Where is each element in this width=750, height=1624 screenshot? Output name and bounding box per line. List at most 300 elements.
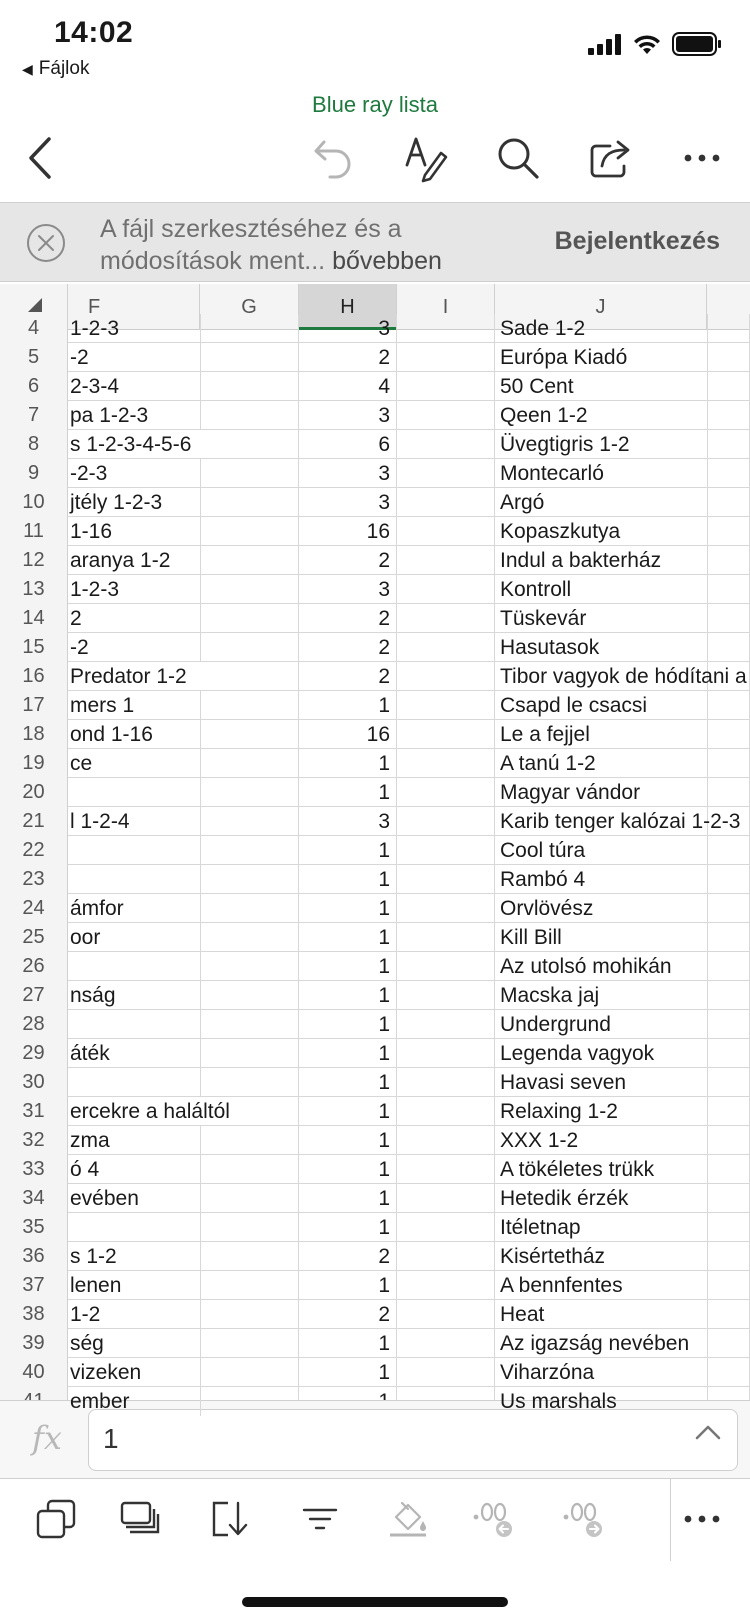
- cell-h[interactable]: 3: [299, 488, 397, 517]
- gridline: [200, 488, 201, 517]
- cell-f[interactable]: 1-2-3: [70, 317, 120, 340]
- cell-g[interactable]: [200, 1068, 299, 1097]
- cell-f[interactable]: aranya 1-2: [70, 549, 171, 572]
- cell-h[interactable]: 1: [299, 981, 397, 1010]
- cell-h[interactable]: 1: [299, 836, 397, 865]
- cell-i[interactable]: [397, 604, 495, 633]
- cell-k[interactable]: [707, 1300, 750, 1329]
- back-button[interactable]: [10, 128, 70, 188]
- cell-k[interactable]: [707, 314, 750, 343]
- row-number[interactable]: 7: [0, 401, 68, 430]
- cell-k[interactable]: [707, 1213, 750, 1242]
- cell-i[interactable]: [397, 1039, 495, 1068]
- cell-g[interactable]: [200, 1126, 299, 1155]
- cell-j[interactable]: Itéletnap: [500, 1216, 581, 1239]
- cell-f[interactable]: ercekre a haláltól: [70, 1100, 230, 1123]
- cell-i[interactable]: [397, 459, 495, 488]
- row-number[interactable]: 13: [0, 575, 68, 604]
- format-text-button[interactable]: [396, 128, 456, 188]
- column-header-i[interactable]: I: [397, 284, 495, 330]
- cell-i[interactable]: [397, 546, 495, 575]
- copy-cells-button[interactable]: [110, 1491, 170, 1547]
- cell-h[interactable]: 1: [299, 778, 397, 807]
- undo-button[interactable]: [304, 128, 364, 188]
- cell-k[interactable]: [707, 778, 750, 807]
- cell-g[interactable]: [200, 894, 299, 923]
- row-number[interactable]: 27: [0, 981, 68, 1010]
- cell-h[interactable]: 1: [299, 749, 397, 778]
- cell-g[interactable]: [200, 1213, 299, 1242]
- cell-k[interactable]: [707, 604, 750, 633]
- cell-i[interactable]: [397, 691, 495, 720]
- cell-i[interactable]: [397, 488, 495, 517]
- cell-g[interactable]: [200, 546, 299, 575]
- bottom-more-button[interactable]: [672, 1491, 732, 1547]
- row-number[interactable]: 30: [0, 1068, 68, 1097]
- row-number[interactable]: 21: [0, 807, 68, 836]
- cell-f[interactable]: 1-2: [70, 1303, 101, 1326]
- cell-j[interactable]: Kopaszkutya: [500, 520, 621, 543]
- cell-g[interactable]: [200, 1329, 299, 1358]
- row-number[interactable]: 5: [0, 343, 68, 372]
- cell-i[interactable]: [397, 778, 495, 807]
- cell-j[interactable]: Le a fejjel: [500, 723, 590, 746]
- cell-i[interactable]: [397, 1184, 495, 1213]
- row-number[interactable]: 20: [0, 778, 68, 807]
- cell-f[interactable]: 1-2-3: [70, 578, 120, 601]
- cell-h[interactable]: 2: [299, 546, 397, 575]
- sort-button[interactable]: [200, 1491, 260, 1547]
- cell-i[interactable]: [397, 1155, 495, 1184]
- row-number[interactable]: 36: [0, 1242, 68, 1271]
- cell-i[interactable]: [397, 865, 495, 894]
- cell-k[interactable]: [707, 1010, 750, 1039]
- cell-k[interactable]: [707, 1155, 750, 1184]
- cell-g[interactable]: [200, 720, 299, 749]
- gridline: [200, 343, 201, 372]
- cell-i[interactable]: [397, 1126, 495, 1155]
- cell-i[interactable]: [397, 314, 495, 343]
- cell-g[interactable]: [200, 1242, 299, 1271]
- cell-h[interactable]: 16: [299, 720, 397, 749]
- cell-i[interactable]: [397, 836, 495, 865]
- cell-h[interactable]: 3: [299, 807, 397, 836]
- row-number[interactable]: 9: [0, 459, 68, 488]
- gridline: [200, 1387, 201, 1416]
- cell-f[interactable]: ember: [70, 1390, 130, 1413]
- cell-f[interactable]: -2: [70, 636, 89, 659]
- cell-j[interactable]: Relaxing 1-2: [500, 1100, 618, 1123]
- cell-f[interactable]: zma: [70, 1129, 110, 1152]
- cell-f[interactable]: áték: [70, 1042, 110, 1065]
- cell-k[interactable]: [707, 488, 750, 517]
- cell-j[interactable]: Rambó 4: [500, 868, 586, 891]
- cell-k[interactable]: [707, 459, 750, 488]
- cell-f[interactable]: s 1-2-3-4-5-6: [70, 433, 192, 456]
- spreadsheet-grid[interactable]: [0, 284, 750, 1413]
- cell-i[interactable]: [397, 372, 495, 401]
- cell-j[interactable]: Az utolsó mohikán: [500, 955, 672, 978]
- row-number[interactable]: 23: [0, 865, 68, 894]
- cell-f[interactable]: vizeken: [70, 1361, 142, 1384]
- cell-i[interactable]: [397, 1358, 495, 1387]
- cell-g[interactable]: [200, 314, 299, 343]
- cell-k[interactable]: [707, 691, 750, 720]
- more-dots-icon: [684, 1514, 720, 1524]
- cell-j[interactable]: Tüskevár: [500, 607, 587, 630]
- cell-j[interactable]: Heat: [500, 1303, 545, 1326]
- cell-h[interactable]: 1: [299, 1184, 397, 1213]
- filter-button[interactable]: [290, 1491, 350, 1547]
- cell-j[interactable]: Cool túra: [500, 839, 586, 862]
- cell-f[interactable]: nság: [70, 984, 116, 1007]
- cell-j[interactable]: Qeen 1-2: [500, 404, 588, 427]
- cell-h[interactable]: 1: [299, 952, 397, 981]
- cell-j[interactable]: A tökéletes trükk: [500, 1158, 655, 1181]
- cell-i[interactable]: [397, 1068, 495, 1097]
- cell-j[interactable]: Hasutasok: [500, 636, 600, 659]
- table-row: [0, 749, 750, 778]
- cell-g[interactable]: [200, 981, 299, 1010]
- document-title[interactable]: Blue ray lista: [312, 92, 438, 117]
- cell-g[interactable]: [200, 343, 299, 372]
- more-options-button[interactable]: [672, 128, 732, 188]
- cell-f[interactable]: -2: [70, 346, 89, 369]
- cell-k[interactable]: [707, 894, 750, 923]
- row-number[interactable]: 28: [0, 1010, 68, 1039]
- cell-k[interactable]: [707, 343, 750, 372]
- row-number[interactable]: 34: [0, 1184, 68, 1213]
- cell-j[interactable]: Indul a bakterház: [500, 549, 662, 572]
- cell-i[interactable]: [397, 1213, 495, 1242]
- column-header-f[interactable]: F: [68, 284, 200, 330]
- row-number[interactable]: 6: [0, 372, 68, 401]
- cell-k[interactable]: [707, 633, 750, 662]
- gridline: [200, 1068, 201, 1097]
- cell-h[interactable]: 2: [299, 1242, 397, 1271]
- row-number[interactable]: 32: [0, 1126, 68, 1155]
- cell-k[interactable]: [707, 836, 750, 865]
- cell-k[interactable]: [707, 952, 750, 981]
- increase-decimal-button[interactable]: [556, 1491, 616, 1547]
- cell-j[interactable]: Kontroll: [500, 578, 572, 601]
- cell-k[interactable]: [707, 575, 750, 604]
- row-number[interactable]: 35: [0, 1213, 68, 1242]
- cell-f[interactable]: [68, 1213, 200, 1242]
- cell-g[interactable]: [200, 575, 299, 604]
- cell-h[interactable]: 6: [299, 430, 397, 459]
- cell-j[interactable]: Sade 1-2: [500, 317, 586, 340]
- row-number[interactable]: 8: [0, 430, 68, 459]
- cell-g[interactable]: [200, 662, 299, 691]
- cell-f[interactable]: ámfor: [70, 897, 124, 920]
- cell-f[interactable]: -2-3: [70, 462, 108, 485]
- cell-g[interactable]: [200, 749, 299, 778]
- row-number[interactable]: 37: [0, 1271, 68, 1300]
- row-number[interactable]: 40: [0, 1358, 68, 1387]
- cell-g[interactable]: [200, 1300, 299, 1329]
- cell-h[interactable]: 3: [299, 314, 397, 343]
- cell-i[interactable]: [397, 1271, 495, 1300]
- cell-k[interactable]: [707, 1242, 750, 1271]
- cell-i[interactable]: [397, 1242, 495, 1271]
- formula-input[interactable]: 1: [88, 1409, 738, 1471]
- cell-k[interactable]: [707, 1039, 750, 1068]
- cell-g[interactable]: [200, 1039, 299, 1068]
- formula-expand-button[interactable]: [694, 1423, 722, 1446]
- cell-i[interactable]: [397, 749, 495, 778]
- row-number[interactable]: 24: [0, 894, 68, 923]
- row-number[interactable]: 17: [0, 691, 68, 720]
- cell-h[interactable]: 2: [299, 1300, 397, 1329]
- cell-g[interactable]: [200, 691, 299, 720]
- cell-j[interactable]: Az igazság nevében: [500, 1332, 690, 1355]
- share-button[interactable]: [580, 128, 640, 188]
- fill-color-button[interactable]: [378, 1491, 438, 1547]
- cell-h[interactable]: 3: [299, 459, 397, 488]
- cell-h[interactable]: 2: [299, 343, 397, 372]
- cell-k[interactable]: [707, 517, 750, 546]
- row-number[interactable]: 14: [0, 604, 68, 633]
- row-number[interactable]: 31: [0, 1097, 68, 1126]
- cell-j[interactable]: Kisértetház: [500, 1245, 606, 1268]
- cell-i[interactable]: [397, 720, 495, 749]
- row-number[interactable]: 38: [0, 1300, 68, 1329]
- cell-k[interactable]: [707, 401, 750, 430]
- insert-cells-button[interactable]: [26, 1491, 86, 1547]
- row-number[interactable]: 16: [0, 662, 68, 691]
- cell-f[interactable]: Predator 1-2: [70, 665, 187, 688]
- cell-h[interactable]: 1: [299, 1039, 397, 1068]
- cell-h[interactable]: 1: [299, 1213, 397, 1242]
- cell-k[interactable]: [707, 546, 750, 575]
- cell-h[interactable]: 1: [299, 1126, 397, 1155]
- cell-j[interactable]: Tibor vagyok de hódítani a: [500, 665, 747, 688]
- cell-g[interactable]: [200, 517, 299, 546]
- cell-j[interactable]: Üvegtigris 1-2: [500, 433, 630, 456]
- cell-i[interactable]: [397, 633, 495, 662]
- cell-j[interactable]: Hetedik érzék: [500, 1187, 629, 1210]
- cell-k[interactable]: [707, 1358, 750, 1387]
- cell-g[interactable]: [200, 1010, 299, 1039]
- cell-k[interactable]: [707, 1271, 750, 1300]
- decrease-decimal-button[interactable]: [466, 1491, 526, 1547]
- row-number[interactable]: 11: [0, 517, 68, 546]
- cell-f[interactable]: 2-3-4: [70, 375, 120, 398]
- cell-k[interactable]: [707, 430, 750, 459]
- cell-h[interactable]: 1: [299, 1329, 397, 1358]
- cell-f[interactable]: [68, 778, 200, 807]
- cell-g[interactable]: [200, 923, 299, 952]
- banner-more-link[interactable]: bővebben: [332, 247, 442, 275]
- cell-f[interactable]: lenen: [70, 1274, 122, 1297]
- cell-g[interactable]: [200, 1358, 299, 1387]
- gridline: [200, 894, 201, 923]
- cell-g[interactable]: [200, 807, 299, 836]
- cell-h[interactable]: 1: [299, 691, 397, 720]
- cell-f[interactable]: [68, 1010, 200, 1039]
- column-header-h[interactable]: H: [299, 284, 397, 330]
- cell-f[interactable]: [68, 865, 200, 894]
- cell-g[interactable]: [200, 401, 299, 430]
- cell-f[interactable]: 2: [70, 607, 82, 630]
- cell-k[interactable]: [707, 372, 750, 401]
- cell-g[interactable]: [200, 488, 299, 517]
- cell-h[interactable]: 1: [299, 1010, 397, 1039]
- cell-j[interactable]: Magyar vándor: [500, 781, 641, 804]
- home-indicator[interactable]: [242, 1597, 508, 1607]
- cell-j[interactable]: Kill Bill: [500, 926, 562, 949]
- row-number[interactable]: 12: [0, 546, 68, 575]
- cell-j[interactable]: Karib tenger kalózai 1-2-3: [500, 810, 741, 833]
- row-number[interactable]: 39: [0, 1329, 68, 1358]
- cell-k[interactable]: [707, 865, 750, 894]
- gridline: [200, 749, 201, 778]
- cell-f[interactable]: l 1-2-4: [70, 810, 130, 833]
- cell-k[interactable]: [707, 749, 750, 778]
- cell-f[interactable]: [68, 1068, 200, 1097]
- column-header-g[interactable]: G: [200, 284, 299, 330]
- cell-j[interactable]: XXX 1-2: [500, 1129, 579, 1152]
- cell-h[interactable]: 1: [299, 1155, 397, 1184]
- gridline: [200, 1155, 201, 1184]
- cell-h[interactable]: 2: [299, 604, 397, 633]
- cell-i[interactable]: [397, 807, 495, 836]
- cell-h[interactable]: 3: [299, 401, 397, 430]
- cell-j[interactable]: Havasi seven: [500, 1071, 627, 1094]
- cell-i[interactable]: [397, 1010, 495, 1039]
- cell-j[interactable]: Montecarló: [500, 462, 604, 485]
- fx-icon[interactable]: fx: [32, 1419, 62, 1457]
- cell-f[interactable]: [68, 952, 200, 981]
- cell-h[interactable]: 2: [299, 633, 397, 662]
- battery-icon: [672, 32, 722, 56]
- cell-f[interactable]: 1-16: [70, 520, 113, 543]
- cell-g[interactable]: [200, 372, 299, 401]
- cell-g[interactable]: [200, 865, 299, 894]
- cell-g[interactable]: [200, 633, 299, 662]
- cell-i[interactable]: [397, 923, 495, 952]
- cell-j[interactable]: Macska jaj: [500, 984, 600, 1007]
- cell-f[interactable]: ó 4: [70, 1158, 100, 1181]
- row-number[interactable]: 22: [0, 836, 68, 865]
- undo-icon: [312, 136, 356, 180]
- gridline: [200, 633, 201, 662]
- row-number[interactable]: 4: [0, 314, 68, 343]
- cell-k[interactable]: [707, 720, 750, 749]
- cell-f[interactable]: ce: [70, 752, 93, 775]
- cell-h[interactable]: 1: [299, 1271, 397, 1300]
- cell-g[interactable]: [200, 430, 299, 459]
- row-number[interactable]: 29: [0, 1039, 68, 1068]
- row-number[interactable]: 10: [0, 488, 68, 517]
- cell-i[interactable]: [397, 430, 495, 459]
- cell-j[interactable]: 50 Cent: [500, 375, 574, 398]
- cell-g[interactable]: [200, 952, 299, 981]
- cell-j[interactable]: Argó: [500, 491, 545, 514]
- cell-j[interactable]: A tanú 1-2: [500, 752, 596, 775]
- table-row: [0, 488, 750, 517]
- cell-k[interactable]: [707, 1126, 750, 1155]
- cell-h[interactable]: 1: [299, 1097, 397, 1126]
- cell-f[interactable]: pa 1-2-3: [70, 404, 149, 427]
- cell-h[interactable]: 2: [299, 662, 397, 691]
- banner-close-button[interactable]: [26, 223, 66, 263]
- cell-f[interactable]: oor: [70, 926, 101, 949]
- cell-h[interactable]: 1: [299, 865, 397, 894]
- column-header-j[interactable]: J: [495, 284, 707, 330]
- cell-i[interactable]: [397, 343, 495, 372]
- cell-i[interactable]: [397, 517, 495, 546]
- cell-k[interactable]: [707, 981, 750, 1010]
- back-to-app-link[interactable]: [22, 58, 89, 80]
- cell-h[interactable]: 3: [299, 575, 397, 604]
- cell-i[interactable]: [397, 1329, 495, 1358]
- cell-k[interactable]: [707, 923, 750, 952]
- cell-j[interactable]: Legenda vagyok: [500, 1042, 655, 1065]
- cell-i[interactable]: [397, 1097, 495, 1126]
- cell-f[interactable]: mers 1: [70, 694, 135, 717]
- row-number[interactable]: 15: [0, 633, 68, 662]
- cell-k[interactable]: [707, 1184, 750, 1213]
- cell-g[interactable]: [200, 836, 299, 865]
- cell-g[interactable]: [200, 1155, 299, 1184]
- cell-h[interactable]: 1: [299, 894, 397, 923]
- cell-g[interactable]: [200, 1271, 299, 1300]
- cell-i[interactable]: [397, 952, 495, 981]
- cell-i[interactable]: [397, 981, 495, 1010]
- row-number[interactable]: 33: [0, 1155, 68, 1184]
- cell-h[interactable]: 1: [299, 923, 397, 952]
- cell-h[interactable]: 1: [299, 1068, 397, 1097]
- cell-k[interactable]: [707, 1329, 750, 1358]
- cell-h[interactable]: 4: [299, 372, 397, 401]
- cell-j[interactable]: Csapd le csacsi: [500, 694, 648, 717]
- cell-h[interactable]: 16: [299, 517, 397, 546]
- cell-g[interactable]: [200, 459, 299, 488]
- cell-f[interactable]: evében: [70, 1187, 139, 1210]
- row-number[interactable]: 25: [0, 923, 68, 952]
- cell-f[interactable]: jtély 1-2-3: [70, 491, 163, 514]
- cell-g[interactable]: [200, 1184, 299, 1213]
- cell-j[interactable]: A bennfentes: [500, 1274, 623, 1297]
- cell-f[interactable]: [68, 836, 200, 865]
- cell-f[interactable]: s 1-2: [70, 1245, 117, 1268]
- cell-k[interactable]: [707, 1097, 750, 1126]
- row-number[interactable]: 26: [0, 952, 68, 981]
- cell-g[interactable]: [200, 778, 299, 807]
- cell-f[interactable]: ség: [70, 1332, 104, 1355]
- cell-f[interactable]: ond 1-16: [70, 723, 153, 746]
- cell-j[interactable]: Orvlövész: [500, 897, 594, 920]
- cell-i[interactable]: [397, 401, 495, 430]
- cell-j[interactable]: Us marshals: [500, 1390, 617, 1413]
- cell-j[interactable]: Viharzóna: [500, 1361, 595, 1384]
- cell-j[interactable]: Európa Kiadó: [500, 346, 628, 369]
- cell-i[interactable]: [397, 1300, 495, 1329]
- signin-button[interactable]: Bejelentkezés: [554, 227, 720, 255]
- cell-h[interactable]: 1: [299, 1358, 397, 1387]
- cell-i[interactable]: [397, 662, 495, 691]
- row-number[interactable]: 18: [0, 720, 68, 749]
- cell-j[interactable]: Undergrund: [500, 1013, 611, 1036]
- cell-g[interactable]: [200, 604, 299, 633]
- cell-k[interactable]: [707, 1068, 750, 1097]
- search-button[interactable]: [488, 128, 548, 188]
- row-number[interactable]: 19: [0, 749, 68, 778]
- cell-i[interactable]: [397, 894, 495, 923]
- cell-i[interactable]: [397, 575, 495, 604]
